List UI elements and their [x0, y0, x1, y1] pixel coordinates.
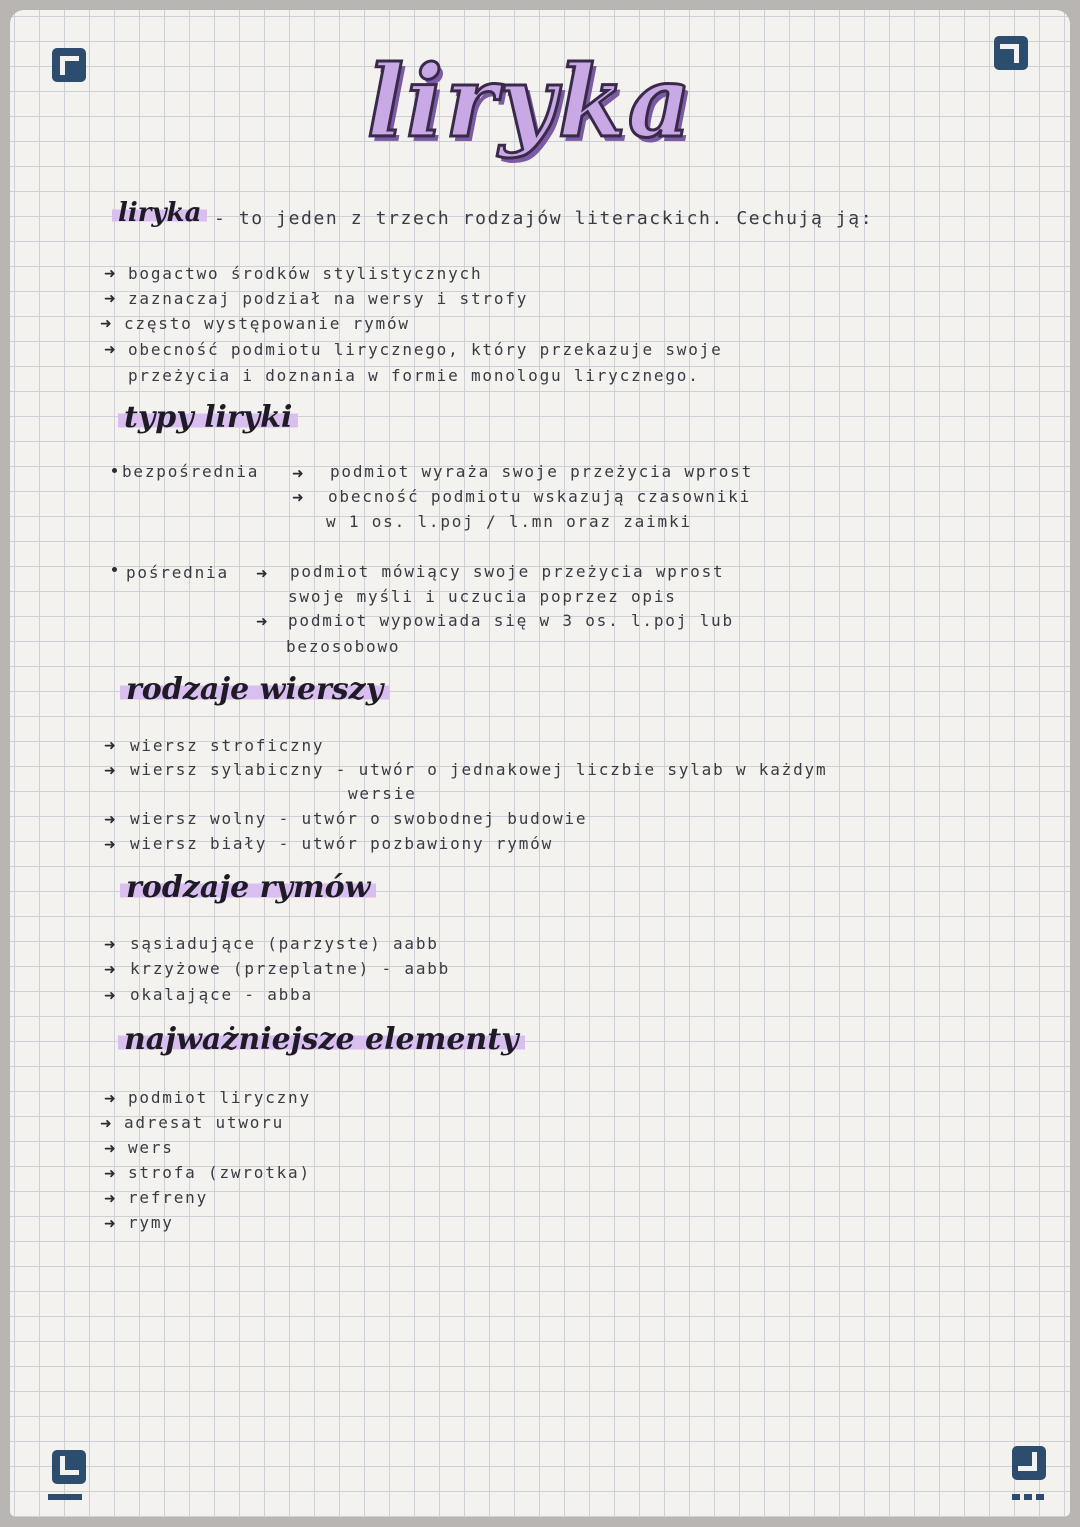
arrow-icon: ➜ — [104, 812, 116, 828]
list-item: krzyżowe (przeplatne) - aabb — [130, 959, 451, 978]
list-item: refreny — [128, 1188, 209, 1207]
list-item: wers — [128, 1138, 174, 1157]
arrow-icon: ➜ — [104, 837, 116, 853]
corner-marker-icon — [1012, 1446, 1046, 1480]
list-item: rymy — [128, 1213, 174, 1232]
list-item: obecność podmiotu lirycznego, który przekazuje swoje — [128, 340, 723, 359]
arrow-icon: ➜ — [104, 1216, 116, 1232]
bullet-icon — [112, 468, 117, 473]
type-line: bezosobowo — [286, 637, 401, 656]
list-item: wiersz wolny - utwór o swobodnej budowie — [130, 809, 588, 828]
list-item: wersie — [348, 784, 417, 803]
list-item: sąsiadujące (parzyste) aabb — [130, 934, 439, 953]
list-item: często występowanie rymów — [124, 314, 410, 333]
list-item: zaznaczaj podział na wersy i strofy — [128, 289, 529, 308]
arrow-icon: ➜ — [104, 1141, 116, 1157]
arrow-icon: ➜ — [256, 566, 268, 582]
arrow-icon: ➜ — [104, 342, 116, 358]
list-item: wiersz sylabiczny - utwór o jednakowej liczbie sylab w każdym — [130, 760, 828, 779]
arrow-icon: ➜ — [104, 1166, 116, 1182]
arrow-icon: ➜ — [292, 466, 304, 482]
arrow-icon: ➜ — [292, 490, 304, 506]
list-item: podmiot liryczny — [128, 1088, 311, 1107]
arrow-icon: ➜ — [104, 937, 116, 953]
arrow-icon: ➜ — [104, 738, 116, 754]
type-line: obecność podmiotu wskazują czasowniki — [328, 487, 752, 506]
arrow-icon: ➜ — [104, 266, 116, 282]
arrow-icon: ➜ — [104, 988, 116, 1004]
intro-text: - to jeden z trzech rodzajów literackich. Cechują ją: — [214, 208, 874, 229]
corner-marker-icon — [52, 1450, 86, 1484]
type-line: swoje myśli i uczucia poprzez opis — [288, 587, 677, 606]
bullet-icon — [112, 567, 117, 572]
section-heading-elements: najważniejsze elementy — [118, 1022, 525, 1057]
arrow-icon: ➜ — [104, 1191, 116, 1207]
type-line: podmiot wypowiada się w 3 os. l.poj lub — [288, 611, 734, 630]
type-line: podmiot wyraża swoje przeżycia wprost — [330, 462, 754, 481]
list-item: strofa (zwrotka) — [128, 1163, 311, 1182]
corner-marker-icon — [52, 48, 86, 82]
list-item: bogactwo środków stylistycznych — [128, 264, 483, 283]
type-line: w 1 os. l.poj / l.mn oraz zaimki — [326, 512, 692, 531]
list-item: przeżycia i doznania w formie monologu lirycznego. — [128, 366, 700, 385]
type-line: podmiot mówiący swoje przeżycia wprost — [290, 562, 725, 581]
page-marker-bar — [48, 1494, 82, 1500]
arrow-icon: ➜ — [100, 316, 112, 332]
arrow-icon: ➜ — [100, 1116, 112, 1132]
section-heading-types: typy liryki — [118, 400, 298, 435]
list-item: wiersz stroficzny — [130, 736, 325, 755]
arrow-icon: ➜ — [104, 962, 116, 978]
arrow-icon: ➜ — [256, 614, 268, 630]
page-title: liryka — [366, 45, 694, 160]
page-marker-bar — [1012, 1494, 1048, 1500]
arrow-icon: ➜ — [104, 763, 116, 779]
section-heading-rhyme-types: rodzaje rymów — [120, 870, 376, 905]
type-label: bezpośrednia — [122, 462, 260, 481]
arrow-icon: ➜ — [104, 291, 116, 307]
arrow-icon: ➜ — [104, 1091, 116, 1107]
type-label: pośrednia — [126, 563, 229, 582]
list-item: okalające - abba — [130, 985, 313, 1004]
list-item: adresat utworu — [124, 1113, 285, 1132]
section-heading-verse-types: rodzaje wierszy — [120, 672, 389, 707]
intro-term: liryka — [112, 198, 207, 228]
corner-marker-icon — [994, 36, 1028, 70]
list-item: wiersz biały - utwór pozbawiony rymów — [130, 834, 554, 853]
